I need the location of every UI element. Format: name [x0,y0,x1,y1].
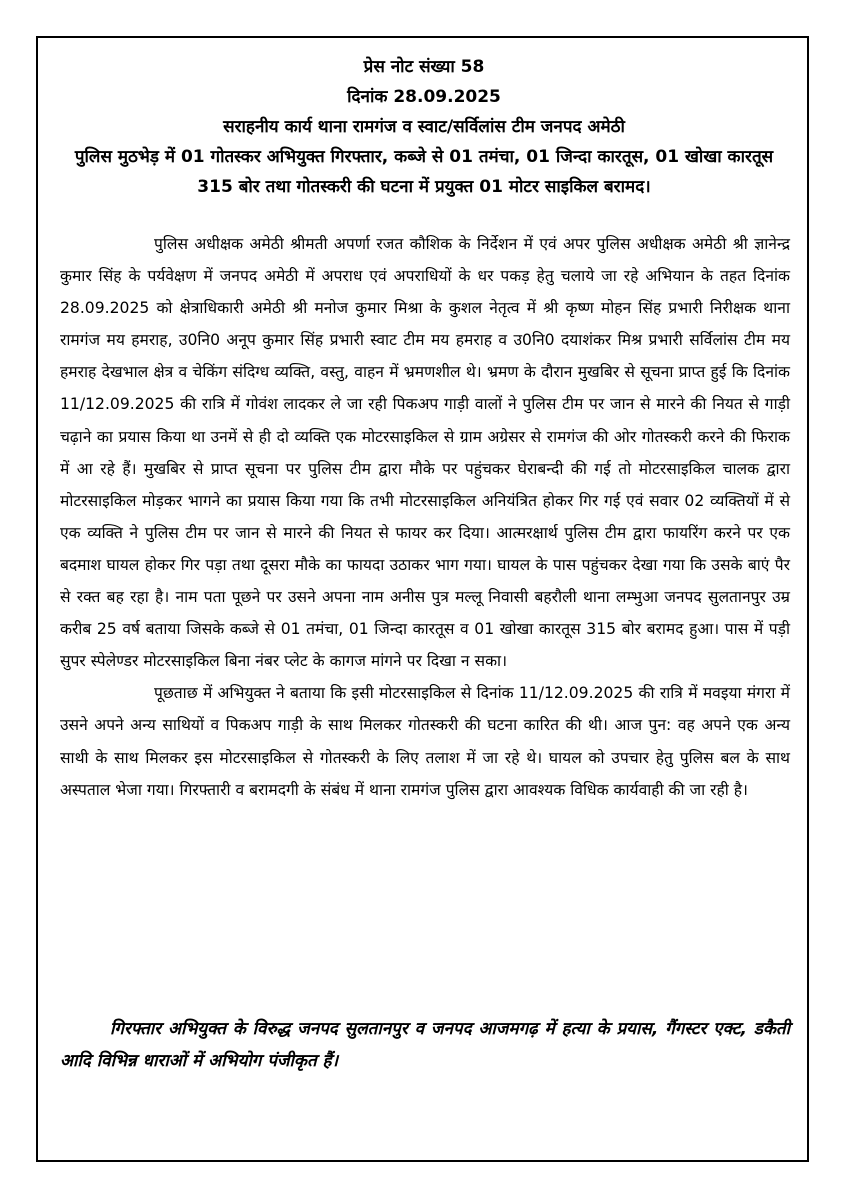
press-note-body [60,228,790,806]
press-note-headline: पुलिस मुठभेड़ में 01 गोतस्कर अभियुक्त गिरफ्तार, कब्जे से 01 तमंचा, 01 जिन्दा कारतूस, 01 खोखा कारतूस 315 बोर तथा गोतस्करी की घटना में प्रयुक्त 01 मोटर साइकिल बरामद। [74,147,774,197]
body-paragraph-1: पुलिस अधीक्षक अमेठी श्रीमती अपर्णा रजत कौशिक के निर्देशन में एवं अपर पुलिस अधीक्षक अमेठी श्री ज्ञानेन्द्र कुमार सिंह के पर्यवेक्षण में जनपद अमेठी में अपराध एवं अपराधियों के धर पकड़ हेतु चलाये जा रहे अभियान के तहत दिनांक 28.09.2025 को क्षेत्राधिकारी अमेठी श्री मनोज कुमार मिश्रा के कुशल नेतृत्व में श्री कृष्ण मोहन सिंह प्रभारी निरीक्षक थाना रामगंज मय हमराह, उ0नि0 अनूप कुमार सिंह प्रभारी स्वाट टीम मय हमराह व उ0नि0 दयाशंकर मिश्र प्रभारी सर्विलांस टीम मय हमराह देखभाल क्षेत्र व चेकिंग संदिग्ध व्यक्ति, वस्तु, वाहन में भ्रमणशील थे। भ्रमण के दौरान मुखबिर से सूचना प्राप्त हुई कि दिनांक 11/12.09.2025 की रात्रि में गोवंश लादकर ले जा रही पिकअप गाड़ी वालों ने पुलिस टीम पर जान से मारने की नियत से गाड़ी चढ़ाने का प्रयास किया था उनमें से ही दो व्यक्ति एक मोटरसाइकिल से ग्राम अग्रेसर से रामगंज की ओर गोतस्करी करने की फिराक में आ रहे हैं। मुखबिर से प्राप्त सूचना पर पुलिस टीम द्वारा मौके पर पहुंचकर घेराबन्दी की गई तो मोटरसाइकिल चालक द्वारा मोटरसाइकिल मोड़कर भागने का प्रयास किया गया कि तभी मोटरसाइकिल अनियंत्रित होकर गिर गई एवं सवार 02 व्यक्तियों में से एक व्यक्ति ने पुलिस टीम पर जान से मारने की नियत से फायर कर दिया। आत्मरक्षार्थ पुलिस टीम द्वारा फायरिंग करने पर एक बदमाश घायल होकर गिर पड़ा तथा दूसरा मौके का फायदा उठाकर भाग गया। घायल के पास पहुंचकर देखा गया कि उसके बाएं पैर से रक्त बह रहा है। नाम पता पूछने पर उसने अपना नाम अनीस पुत्र मल्लू निवासी बहरौली थाना लम्भुआ जनपद सुलतानपुर उम्र करीब 25 वर्ष बताया जिसके कब्जे से 01 तमंचा, 01 जिन्दा कारतूस व 01 खोखा कारतूस 315 बोर बरामद हुआ। पास में पड़ी सुपर स्पेलेण्डर मोटरसाइकिल बिना नंबर प्लेट के कागज मांगने पर दिखा न सका। [60,235,790,671]
closing-statement: गिरफ्तार अभियुक्त के विरुद्ध जनपद सुलतानपुर व जनपद आजमगढ़ में हत्या के प्रयास, गैंगस्टर एक्ट, डकैती आदि विभिन्न धाराओं में अभियोग पंजीकृत हैं। [60,1019,790,1071]
press-note-date: दिनांक 28.09.2025 [347,87,501,107]
press-note-number: प्रेस नोट संख्या 58 [363,57,485,77]
press-note-subtitle: सराहनीय कार्य थाना रामगंज व स्वाट/सर्विलांस टीम जनपद अमेठी [223,117,625,137]
body-paragraph-2: पूछताछ में अभियुक्त ने बताया कि इसी मोटरसाइकिल से दिनांक 11/12.09.2025 की रात्रि में मवइया मंगरा में उसने अपने अन्य साथियों व पिकअप गाड़ी के साथ मिलकर गोतस्करी की घटना कारित की थी। आज पुन: वह अपने एक अन्य साथी के साथ मिलकर इस मोटरसाइकिल से गोतस्करी के लिए तलाश में जा रहे थे। घायल को उपचार हेतु पुलिस बल के साथ अस्पताल भेजा गया। गिरफ्तारी व बरामदगी के संबंध में थाना रामगंज पुलिस द्वारा आवश्यक विधिक कार्यवाही की जा रही है। [60,684,790,799]
press-note-header [56,52,792,202]
